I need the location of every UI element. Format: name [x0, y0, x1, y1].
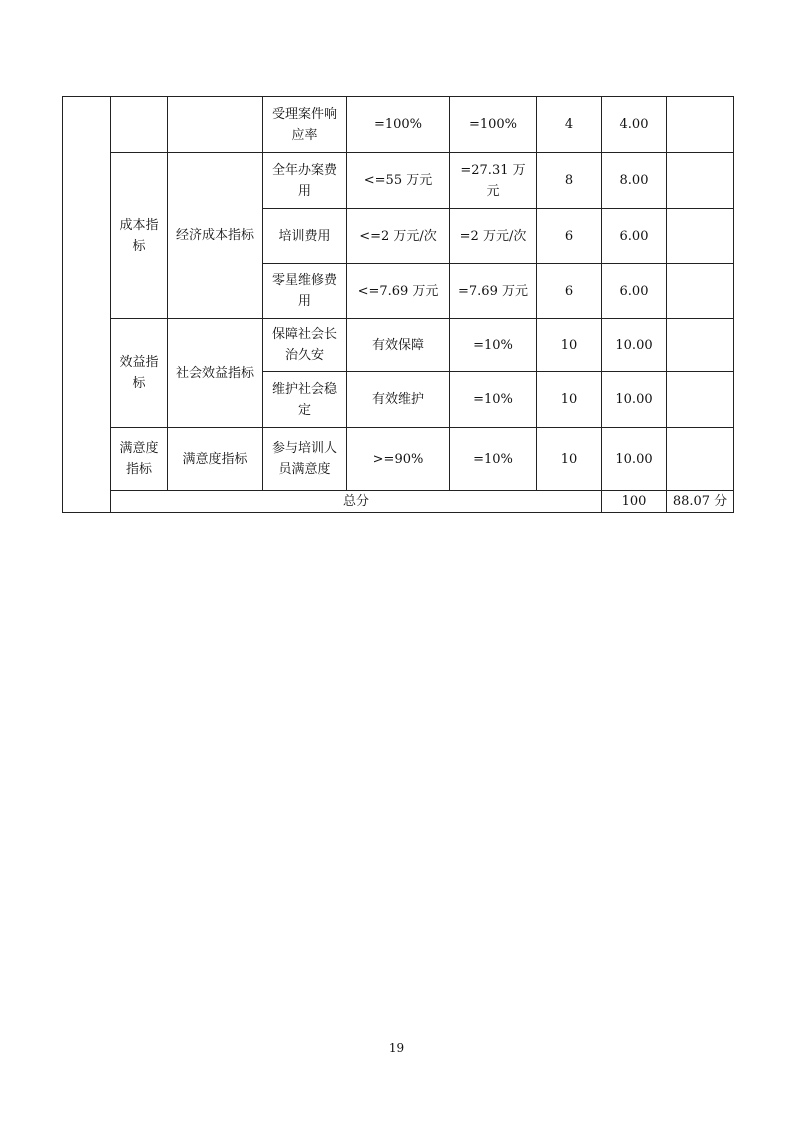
target-cell: 有效维护: [347, 372, 450, 428]
actual-cell: =10%: [450, 372, 537, 428]
indicator-cell: 受理案件响应率: [263, 97, 347, 153]
score-cell: 6.00: [602, 209, 667, 264]
level2-cell: 效益指标: [111, 319, 168, 428]
level3-cell: 经济成本指标: [168, 153, 263, 319]
target-cell: <=2 万元/次: [347, 209, 450, 264]
note-cell: [667, 319, 734, 372]
note-cell: [667, 264, 734, 319]
actual-cell: =27.31 万元: [450, 153, 537, 209]
table-row: [63, 97, 734, 153]
indicator-cell: 全年办案费用: [263, 153, 347, 209]
score-cell: 10.00: [602, 428, 667, 491]
total-weight: 100: [602, 491, 667, 513]
weight-cell: 8: [537, 153, 602, 209]
indicator-cell: 零星维修费用: [263, 264, 347, 319]
level2-cell: [111, 97, 168, 153]
level3-cell: 社会效益指标: [168, 319, 263, 428]
note-cell: [667, 153, 734, 209]
weight-cell: 4: [537, 97, 602, 153]
target-cell: <=7.69 万元: [347, 264, 450, 319]
performance-table: [62, 96, 734, 513]
indicator-cell: 维护社会稳定: [263, 372, 347, 428]
score-cell: 6.00: [602, 264, 667, 319]
actual-cell: =2 万元/次: [450, 209, 537, 264]
level3-cell: 满意度指标: [168, 428, 263, 491]
level1-cell: [63, 97, 111, 513]
indicator-cell: 培训费用: [263, 209, 347, 264]
total-label: 总分: [111, 491, 602, 513]
actual-cell: =10%: [450, 319, 537, 372]
actual-cell: =10%: [450, 428, 537, 491]
actual-cell: =7.69 万元: [450, 264, 537, 319]
level2-cell: 满意度指标: [111, 428, 168, 491]
indicator-cell: 参与培训人员满意度: [263, 428, 347, 491]
table-row: [63, 319, 734, 372]
indicator-cell: 保障社会长治久安: [263, 319, 347, 372]
total-score: 88.07 分: [667, 491, 734, 513]
target-cell: >=90%: [347, 428, 450, 491]
note-cell: [667, 209, 734, 264]
level3-cell: [168, 97, 263, 153]
score-cell: 10.00: [602, 319, 667, 372]
note-cell: [667, 372, 734, 428]
score-cell: 4.00: [602, 97, 667, 153]
weight-cell: 10: [537, 428, 602, 491]
weight-cell: 6: [537, 209, 602, 264]
page-number: 19: [388, 1041, 405, 1055]
weight-cell: 10: [537, 372, 602, 428]
weight-cell: 6: [537, 264, 602, 319]
table-row: [63, 153, 734, 209]
note-cell: [667, 97, 734, 153]
total-row: [63, 491, 734, 513]
target-cell: 有效保障: [347, 319, 450, 372]
target-cell: =100%: [347, 97, 450, 153]
actual-cell: =100%: [450, 97, 537, 153]
score-cell: 10.00: [602, 372, 667, 428]
note-cell: [667, 428, 734, 491]
level2-cell: 成本指标: [111, 153, 168, 319]
score-cell: 8.00: [602, 153, 667, 209]
target-cell: <=55 万元: [347, 153, 450, 209]
weight-cell: 10: [537, 319, 602, 372]
table-row: [63, 428, 734, 491]
